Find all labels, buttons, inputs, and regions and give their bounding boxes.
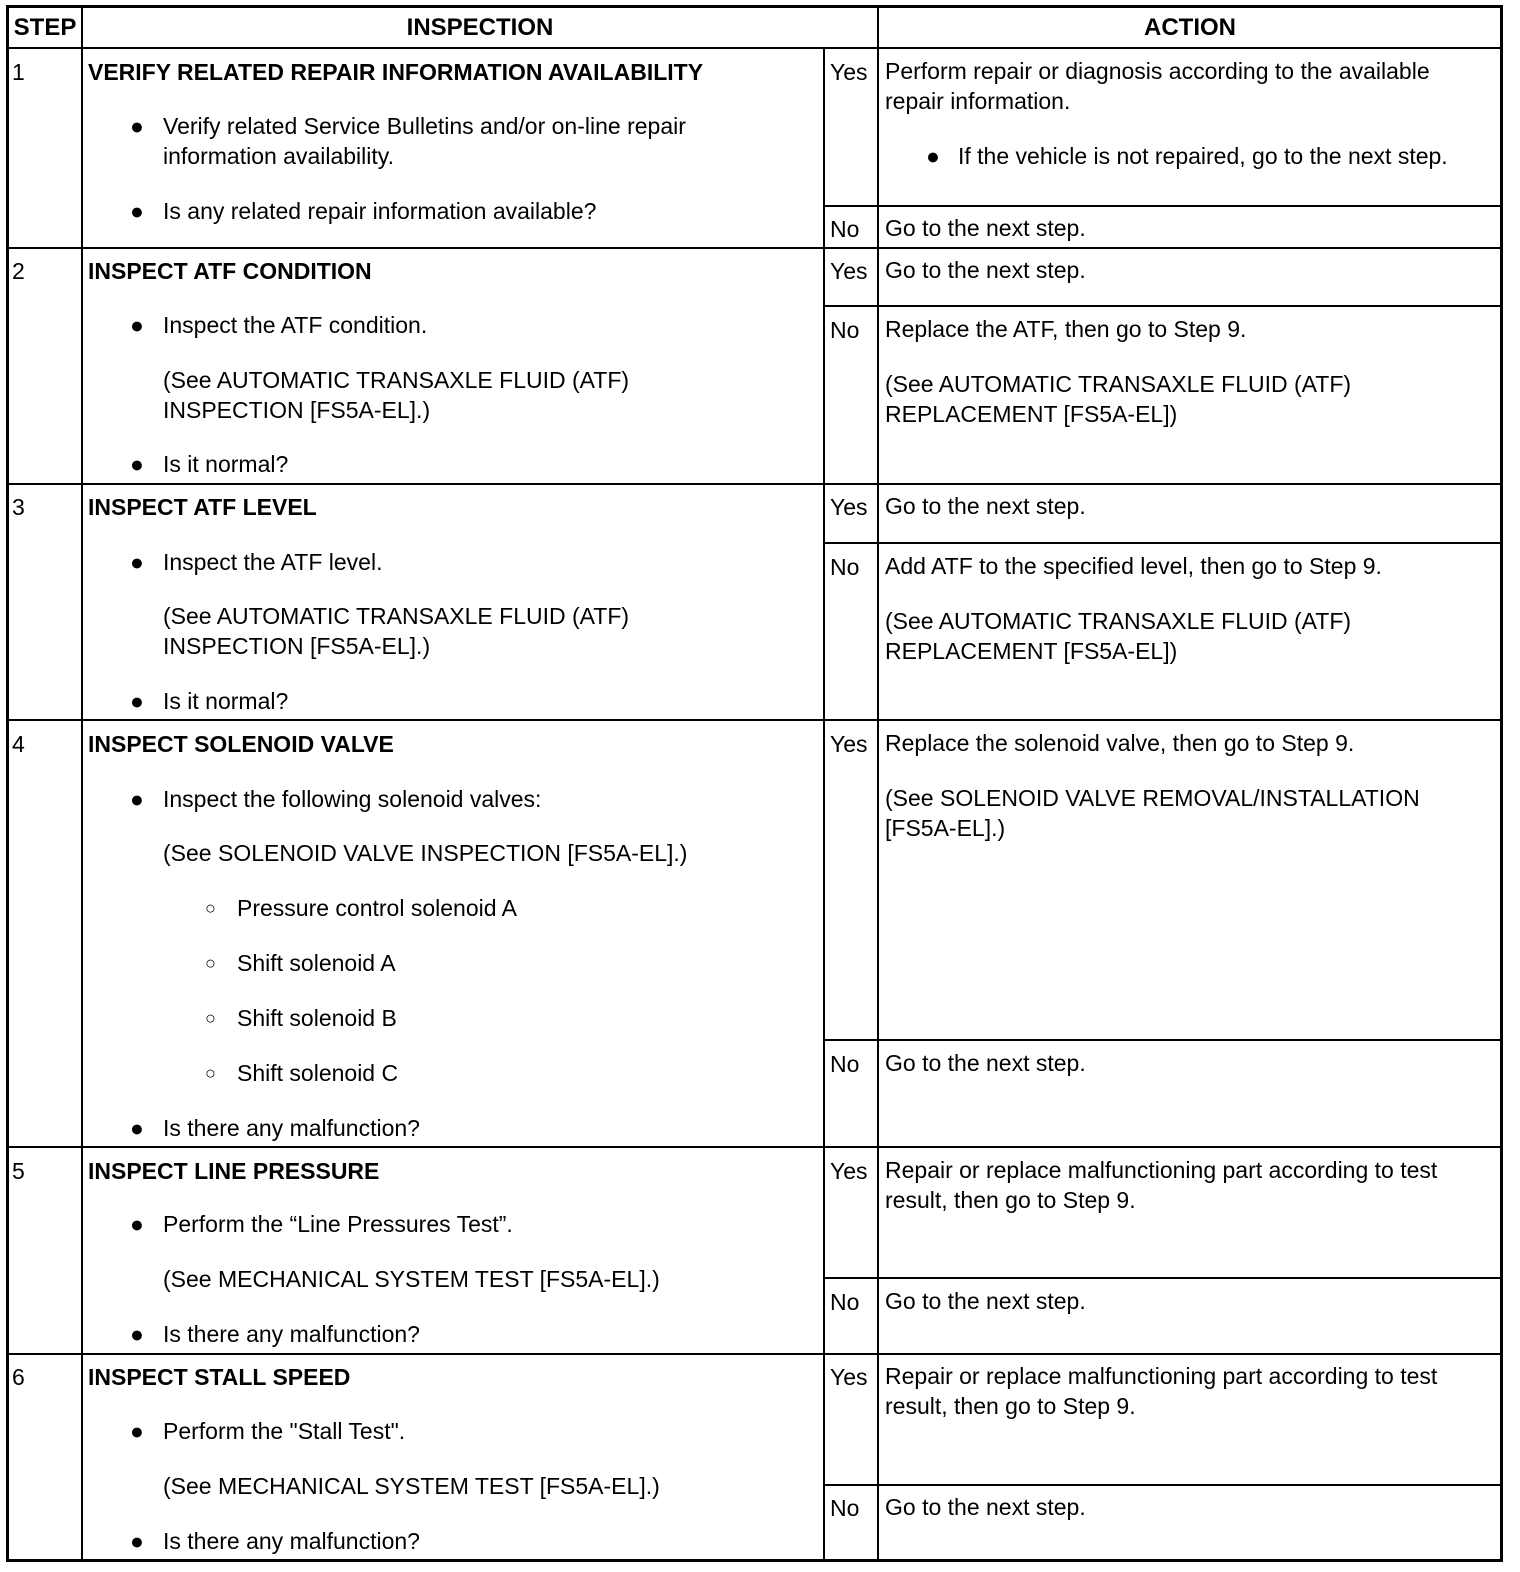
inspection-bullet: Inspect the ATF condition. (163, 312, 428, 338)
bullet-icon: ● (130, 113, 144, 139)
inspection-reference: (See MECHANICAL SYSTEM TEST [FS5A-EL].) (163, 1473, 660, 1499)
col-divider-yesno (823, 49, 825, 1561)
yes-action: Perform repair or diagnosis according to the available repair information. (885, 58, 1430, 114)
inspection-bullet: Perform the “Line Pressures Test”. (163, 1211, 513, 1237)
header-inspection: INSPECTION (406, 14, 554, 41)
solenoid-item: Shift solenoid B (237, 1005, 397, 1031)
no-label: No (830, 554, 860, 580)
bullet-icon: ● (130, 688, 144, 714)
col-divider-step (81, 6, 83, 1561)
yes-no-divider (824, 305, 1502, 307)
yes-no-divider (824, 542, 1502, 544)
yes-no-divider (824, 1484, 1502, 1486)
step-number: 3 (12, 494, 25, 520)
sub-bullet-icon: ○ (205, 1063, 216, 1083)
inspection-bullet: Inspect the ATF level. (163, 549, 383, 575)
solenoid-item: Shift solenoid C (237, 1060, 399, 1086)
yes-action: Repair or replace malfunctioning part according to test result, then go to Step 9. (885, 1157, 1438, 1213)
step-number: 1 (12, 59, 25, 85)
row-divider (7, 1146, 1502, 1148)
step-number: 2 (12, 258, 25, 284)
inspection-bullet: Verify related Service Bulletins and/or on-line repair information availability. (163, 113, 686, 169)
no-action: Add ATF to the specified level, then go to Step 9. (885, 553, 1382, 579)
inspection-question: Is there any malfunction? (163, 1321, 420, 1347)
inspection-question: Is there any malfunction? (163, 1115, 420, 1141)
inspection-reference: (See AUTOMATIC TRANSAXLE FLUID (ATF) INSPECTION [FS5A-EL].) (163, 603, 630, 659)
no-action: Go to the next step. (885, 1288, 1086, 1314)
no-label: No (830, 1051, 860, 1077)
bullet-icon: ● (130, 549, 144, 575)
bullet-icon: ● (130, 198, 144, 224)
no-action-reference: (See AUTOMATIC TRANSAXLE FLUID (ATF) REPLACEMENT [FS5A-EL]) (885, 608, 1352, 664)
no-action: Replace the ATF, then go to Step 9. (885, 316, 1247, 342)
yes-action: Go to the next step. (885, 257, 1086, 283)
solenoid-item: Pressure control solenoid A (237, 895, 517, 921)
bullet-icon: ● (130, 786, 144, 812)
no-action: Go to the next step. (885, 215, 1086, 241)
header-step: STEP (13, 14, 77, 41)
no-action: Go to the next step. (885, 1494, 1086, 1520)
solenoid-item: Shift solenoid A (237, 950, 396, 976)
header-divider (7, 47, 1502, 49)
row-divider (7, 719, 1502, 721)
bullet-icon: ● (130, 1528, 144, 1554)
yes-action: Replace the solenoid valve, then go to Step 9. (885, 730, 1355, 756)
no-action-reference: (See AUTOMATIC TRANSAXLE FLUID (ATF) REPLACEMENT [FS5A-EL]) (885, 371, 1352, 427)
step-title: VERIFY RELATED REPAIR INFORMATION AVAILABILITY (88, 59, 704, 85)
yes-no-divider (824, 205, 1502, 207)
bullet-icon: ● (130, 1115, 144, 1141)
yes-action-reference: (See SOLENOID VALVE REMOVAL/INSTALLATION [FS5A-EL].) (885, 785, 1420, 841)
yes-label: Yes (830, 494, 868, 520)
step-title: INSPECT ATF CONDITION (88, 258, 372, 284)
step-title: INSPECT SOLENOID VALVE (88, 731, 394, 757)
yes-label: Yes (830, 731, 868, 757)
yes-label: Yes (830, 1158, 868, 1184)
yes-label: Yes (830, 59, 868, 85)
sub-bullet-icon: ○ (205, 1008, 216, 1028)
col-divider-action (877, 6, 879, 1561)
step-number: 6 (12, 1364, 25, 1390)
row-divider (7, 483, 1502, 485)
inspection-question: Is it normal? (163, 688, 289, 714)
bullet-icon: ● (130, 1321, 144, 1347)
inspection-question: Is there any malfunction? (163, 1528, 420, 1554)
step-number: 4 (12, 731, 25, 757)
inspection-reference: (See AUTOMATIC TRANSAXLE FLUID (ATF) INSPECTION [FS5A-EL].) (163, 367, 630, 423)
inspection-reference: (See MECHANICAL SYSTEM TEST [FS5A-EL].) (163, 1266, 660, 1292)
bullet-icon: ● (130, 1211, 144, 1237)
inspection-bullet: Inspect the following solenoid valves: (163, 786, 542, 812)
yes-no-divider (824, 1277, 1502, 1279)
step-title: INSPECT LINE PRESSURE (88, 1158, 380, 1184)
yes-action-bullet: If the vehicle is not repaired, go to the next step. (958, 143, 1448, 169)
row-divider (7, 1353, 1502, 1355)
inspection-question: Is any related repair information available? (163, 198, 597, 224)
bullet-icon: ● (130, 312, 144, 338)
no-label: No (830, 317, 860, 343)
inspection-bullet: Perform the "Stall Test". (163, 1418, 406, 1444)
inspection-reference: (See SOLENOID VALVE INSPECTION [FS5A-EL].) (163, 840, 688, 866)
sub-bullet-icon: ○ (205, 898, 216, 918)
yes-no-divider (824, 1039, 1502, 1041)
bullet-icon: ● (130, 451, 144, 477)
sub-bullet-icon: ○ (205, 953, 216, 973)
bullet-icon: ● (130, 1418, 144, 1444)
header-action: ACTION (1144, 14, 1236, 41)
yes-action: Repair or replace malfunctioning part according to test result, then go to Step 9. (885, 1363, 1438, 1419)
inspection-question: Is it normal? (163, 451, 289, 477)
no-label: No (830, 1289, 860, 1315)
step-title: INSPECT ATF LEVEL (88, 494, 317, 520)
step-number: 5 (12, 1158, 25, 1184)
row-divider (7, 247, 1502, 249)
bullet-icon: ● (926, 143, 940, 169)
yes-label: Yes (830, 258, 868, 284)
yes-action: Go to the next step. (885, 493, 1086, 519)
no-action: Go to the next step. (885, 1050, 1086, 1076)
yes-label: Yes (830, 1364, 868, 1390)
no-label: No (830, 1495, 860, 1521)
step-title: INSPECT STALL SPEED (88, 1364, 351, 1390)
no-label: No (830, 216, 860, 242)
